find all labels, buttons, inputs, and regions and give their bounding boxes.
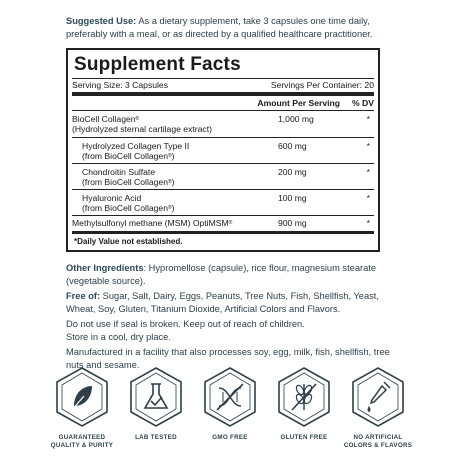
badges-row	[0, 366, 460, 460]
supplement-facts-panel	[66, 48, 380, 252]
serving-row	[72, 79, 374, 96]
ingredient-row: BioCell Collagen® (Hydrolyzed sternal cartilage extract) 1,000 mg *	[72, 111, 374, 138]
flask-icon	[128, 366, 184, 428]
badge-gmo-free: GMO FREE	[190, 366, 270, 442]
ingredient-row: Hyaluronic Acid (from BioCell Collagen®) 100 mg *	[72, 190, 374, 216]
header-dv: % DV	[352, 98, 374, 108]
badge-guaranteed: GUARANTEED QUALITY & PURITY	[42, 366, 122, 450]
suggested-use	[66, 15, 396, 40]
facts-title: Supplement Facts	[72, 50, 374, 79]
suggested-use-text: As a dietary supplement, take 3 capsules one time daily, preferably with a meal, or as directed by a qualified healthcare practitioner.	[66, 16, 373, 39]
serving-size: Serving Size: 3 Capsules	[72, 80, 169, 90]
badge-no-artificial: NO ARTIFICIAL COLORS & FLAVORS	[338, 366, 418, 450]
warning-text: Do not use if seal is broken. Keep out of reach of children.	[66, 319, 305, 329]
leaf-icon	[54, 366, 110, 428]
servings-per-container: Servings Per Container: 20	[270, 80, 374, 90]
other-info	[66, 262, 396, 374]
dropper-icon	[350, 366, 406, 428]
ingredient-row: Hydrolyzed Collagen Type II (from BioCell Collagen®) 600 mg *	[72, 138, 374, 164]
facts-header-row	[72, 96, 374, 111]
storage-text: Store in a cool, dry place.	[66, 331, 171, 342]
dna-icon	[202, 366, 258, 428]
ingredient-row: Methylsulfonyl methane (MSM) OptiMSM® 900 mg *	[72, 218, 370, 228]
other-ingredients: Other Ingredients: Hypromellose (capsule), rice flour, magnesium stearate (vegetable source).	[66, 263, 377, 286]
suggested-use-label: Suggested Use:	[66, 16, 137, 26]
badge-gluten-free: GLUTEN FREE	[264, 366, 344, 442]
ingredient-row: Chondroitin Sulfate (from BioCell Collagen®) 200 mg *	[72, 164, 374, 190]
badge-lab-tested: LAB TESTED	[116, 366, 196, 442]
free-of: Free of: Sugar, Salt, Dairy, Eggs, Peanuts, Tree Nuts, Fish, Shellfish, Yeast, Wheat, Soy, Gluten, Titanium Dioxide, Artificial Colors and Flavors.	[66, 291, 379, 314]
header-amount: Amount Per Serving	[257, 98, 340, 108]
allergen-text: Manufactured in a facility that also processes soy, egg, milk, fish, shellfish, tree nuts and sesame.	[66, 347, 390, 370]
facts-footnote: *Daily Value not established.	[72, 231, 374, 249]
wheat-icon	[276, 366, 332, 428]
